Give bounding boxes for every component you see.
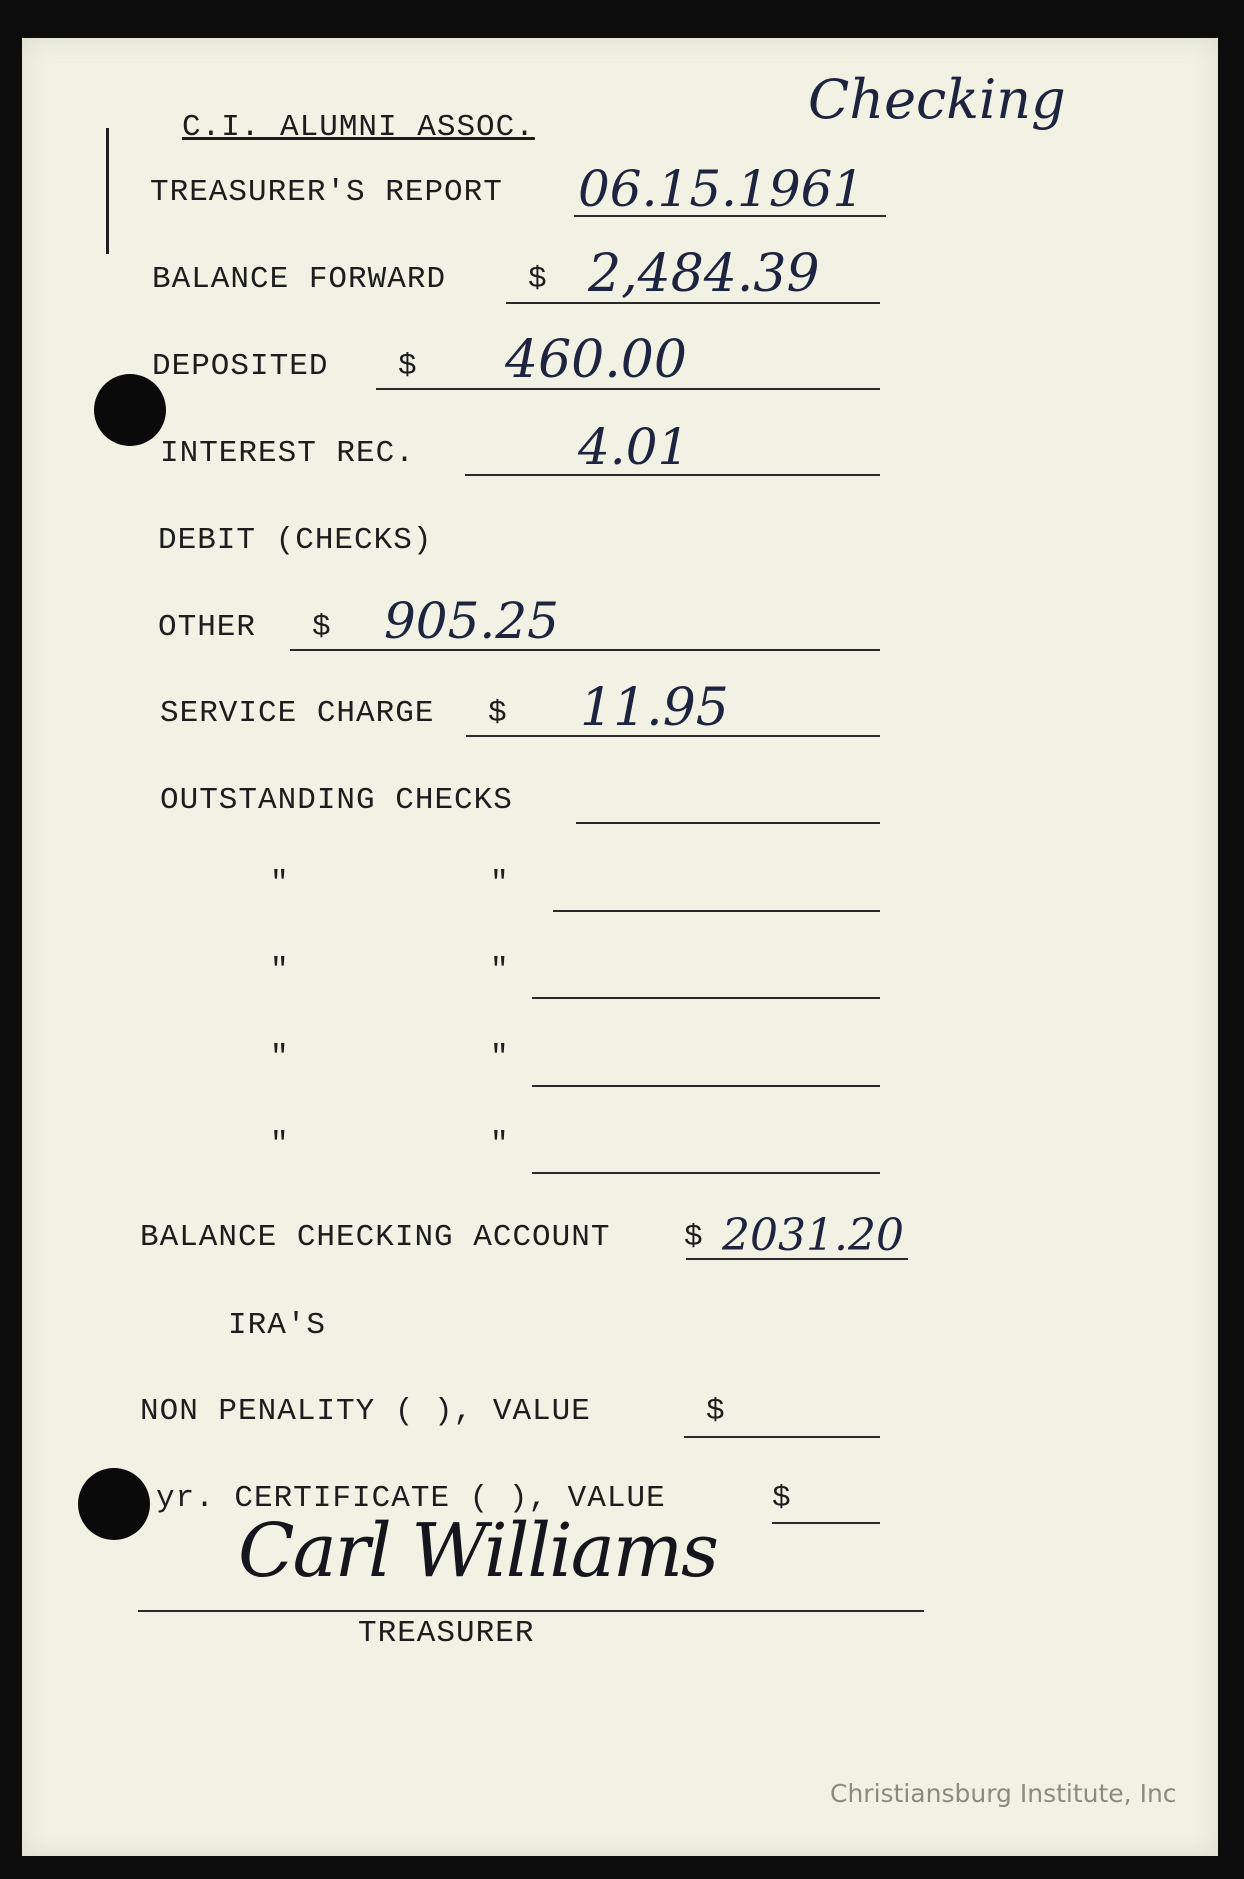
service-charge-label: SERVICE CHARGE [160, 696, 435, 731]
service-charge-dollar: $ [488, 696, 508, 731]
ditto-mark: " [270, 1040, 290, 1075]
balance-forward-dollar: $ [528, 262, 548, 297]
iras-label: IRA'S [228, 1308, 327, 1343]
outstanding-line-4 [532, 1085, 880, 1087]
outstanding-line-5 [532, 1172, 880, 1174]
ditto-mark: " [270, 1127, 290, 1162]
ditto-mark: " [270, 866, 290, 901]
certificate-line [772, 1522, 880, 1524]
deposited-label: DEPOSITED [152, 349, 329, 384]
certificate-dollar: $ [772, 1481, 792, 1516]
ditto-mark: " [490, 1040, 510, 1075]
treasurer-label: TREASURER [358, 1616, 535, 1651]
service-charge-value: 11.95 [580, 678, 729, 738]
interest-label: INTEREST REC. [160, 436, 415, 471]
non-penalty-line [684, 1436, 880, 1438]
other-dollar: $ [312, 610, 332, 645]
interest-value: 4.01 [578, 418, 690, 476]
watermark-text: Christiansburg Institute, Inc [830, 1779, 1177, 1808]
other-line [290, 649, 880, 651]
margin-bracket [98, 128, 109, 254]
deposited-line [376, 388, 880, 390]
non-penalty-label: NON PENALITY ( ), VALUE [140, 1394, 591, 1429]
ditto-mark: " [270, 953, 290, 988]
report-date: 06.15.1961 [578, 160, 865, 218]
ditto-mark: " [490, 866, 510, 901]
balance-forward-label: BALANCE FORWARD [152, 262, 447, 297]
debit-label: DEBIT (CHECKS) [158, 523, 433, 558]
other-value: 905.25 [384, 592, 559, 650]
interest-line [465, 474, 880, 476]
balance-checking-line [686, 1258, 908, 1260]
service-charge-line [466, 735, 880, 737]
deposited-dollar: $ [398, 349, 418, 384]
certificate-label: yr. CERTIFICATE ( ), VALUE [156, 1481, 666, 1516]
outstanding-line-2 [553, 910, 880, 912]
balance-checking-value: 2031.20 [722, 1210, 904, 1261]
signature-line [138, 1610, 924, 1612]
balance-checking-dollar: $ [684, 1220, 704, 1255]
treasurer-signature: Carl Williams [238, 1508, 717, 1594]
balance-checking-label: BALANCE CHECKING ACCOUNT [140, 1220, 611, 1255]
ditto-mark: " [490, 953, 510, 988]
punch-hole-top [94, 374, 166, 446]
balance-forward-value: 2,484.39 [588, 244, 820, 304]
checking-annotation: Checking [808, 68, 1066, 131]
report-date-line [574, 215, 886, 217]
non-penalty-dollar: $ [706, 1394, 726, 1429]
report-label: TREASURER'S REPORT [150, 175, 503, 210]
org-title: C.I. ALUMNI ASSOC. [182, 110, 535, 145]
outstanding-line-1 [576, 822, 880, 824]
other-label: OTHER [158, 610, 257, 645]
outstanding-line-3 [532, 997, 880, 999]
deposited-value: 460.00 [505, 330, 687, 390]
outstanding-label: OUTSTANDING CHECKS [160, 783, 513, 818]
punch-hole-bottom [78, 1468, 150, 1540]
ditto-mark: " [490, 1127, 510, 1162]
balance-forward-line [506, 302, 880, 304]
